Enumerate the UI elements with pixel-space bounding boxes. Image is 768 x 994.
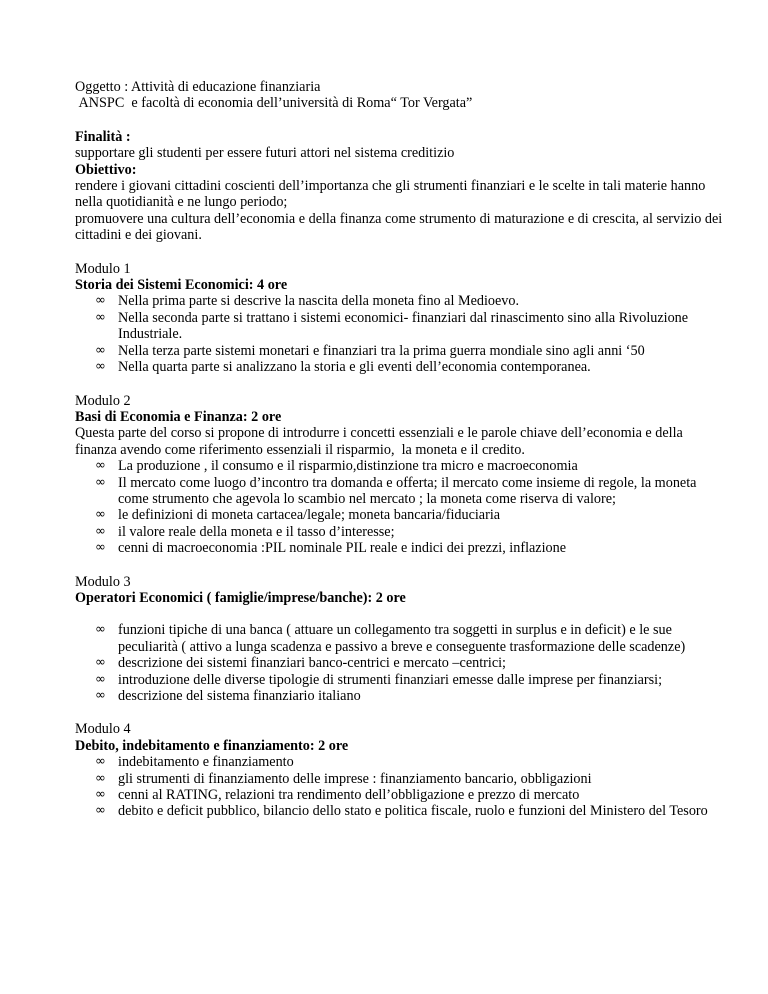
- list-item: ∞ funzioni tipiche di una banca ( attuare un collegamento tra soggetti in surplus e in deficit) e le sue peculiarità ( attivo a lunga scadenza e passivo a breve e conseguente trasformazione delle scadenze): [95, 622, 686, 655]
- module-4: [75, 721, 725, 819]
- module-label: Modulo 3: [75, 573, 131, 590]
- list-item: ∞ Nella terza parte sistemi monetari e finanziari tra la prima guerra mondiale sino agli anni ‘50: [95, 342, 645, 359]
- module-topic-list: [75, 293, 725, 375]
- list-item: ∞ Nella seconda parte si trattano i sistemi economici- finanziari dal rinascimento sino alla Rivoluzione Industriale.: [95, 309, 689, 343]
- module-topic-list: [75, 458, 725, 556]
- module-topic-list: [75, 622, 725, 704]
- list-item: ∞ introduzione delle diverse tipologie di strumenti finanziari emesse dalle imprese per finanziarsi;: [95, 671, 663, 688]
- module-title: Basi di Economia e Finanza: 2 ore: [75, 408, 282, 425]
- module-title: Storia dei Sistemi Economici: 4 ore: [75, 277, 288, 294]
- list-item: ∞ debito e deficit pubblico, bilancio dello stato e politica fiscale, ruolo e funzioni del Ministero del Tesoro: [95, 803, 708, 820]
- module-intro: Questa parte del corso si propone di introdurre i concetti essenziali e le parole chiave dell’economia e della finanza avendo come riferimento essenziali il risparmio, la moneta e il credito.: [75, 425, 687, 458]
- infinity-bullet-icon: ∞: [95, 770, 106, 786]
- finalita-heading: Finalità :: [75, 128, 131, 145]
- list-item: ∞ cenni di macroeconomia :PIL nominale PIL reale e indici dei prezzi, inflazione: [95, 540, 567, 557]
- infinity-bullet-icon: ∞: [95, 474, 106, 490]
- list-item: ∞ il valore reale della moneta e il tasso d’interesse;: [95, 523, 395, 540]
- infinity-bullet-icon: ∞: [95, 293, 106, 309]
- list-item: ∞ descrizione del sistema finanziario italiano: [95, 688, 361, 704]
- list-item: ∞ Nella prima parte si descrive la nascita della moneta fino al Medioevo.: [95, 293, 520, 310]
- module-title: Operatori Economici ( famiglie/imprese/banche): 2 ore: [75, 589, 406, 606]
- module-2: [75, 393, 725, 557]
- infinity-bullet-icon: ∞: [95, 359, 106, 375]
- obiettivo-heading: Obiettivo:: [75, 161, 137, 178]
- list-item: ∞ cenni al RATING, relazioni tra rendimento dell’obbligazione e prezzo di mercato: [95, 787, 580, 804]
- module-title: Debito, indebitamento e finanziamento: 2 ore: [75, 737, 349, 754]
- infinity-bullet-icon: ∞: [95, 803, 106, 819]
- infinity-bullet-icon: ∞: [95, 655, 106, 671]
- infinity-bullet-icon: ∞: [95, 507, 106, 523]
- subject-line: Oggetto : Attività di educazione finanziaria: [75, 79, 321, 95]
- module-label: Modulo 2: [75, 392, 131, 409]
- finalita-text: supportare gli studenti per essere futuri attori nel sistema creditizio: [75, 145, 455, 162]
- document-page: [75, 79, 725, 820]
- module-1: [75, 261, 725, 376]
- list-item: ∞ Il mercato come luogo d’incontro tra domanda e offerta; il mercato come insieme di regole, la moneta come strumento che agevola lo scambio nel mercato ; la moneta come riserva di valore;: [95, 474, 697, 507]
- module-label: Modulo 1: [75, 260, 131, 277]
- module-label: Modulo 4: [75, 721, 131, 738]
- list-item: ∞ La produzione , il consumo e il risparmio,distinzione tra micro e macroeconomia: [95, 458, 578, 475]
- module-topic-list: [75, 754, 725, 820]
- infinity-bullet-icon: ∞: [95, 688, 106, 703]
- list-item: ∞ Nella quarta parte si analizzano la storia e gli eventi dell’economia contemporanea.: [95, 359, 591, 376]
- infinity-bullet-icon: ∞: [95, 458, 106, 474]
- infinity-bullet-icon: ∞: [95, 523, 106, 539]
- infinity-bullet-icon: ∞: [95, 787, 106, 803]
- module-3: [75, 574, 725, 705]
- list-item: ∞ indebitamento e finanziamento: [95, 754, 294, 771]
- list-item: ∞ descrizione dei sistemi finanziari banco-centrici e mercato –centrici;: [95, 655, 507, 672]
- infinity-bullet-icon: ∞: [95, 540, 106, 556]
- infinity-bullet-icon: ∞: [95, 309, 106, 325]
- obiettivo-text-2: promuovere una cultura dell’economia e della finanza come strumento di maturazione e di crescita, al servizio dei cittadini e dei giovani.: [75, 210, 726, 244]
- infinity-bullet-icon: ∞: [95, 754, 106, 770]
- list-item: ∞ gli strumenti di finanziamento delle imprese : finanziamento bancario, obbligazioni: [95, 770, 592, 787]
- infinity-bullet-icon: ∞: [95, 342, 106, 358]
- infinity-bullet-icon: ∞: [95, 671, 106, 687]
- infinity-bullet-icon: ∞: [95, 622, 106, 638]
- obiettivo-text-1: rendere i giovani cittadini coscienti dell’importanza che gli strumenti finanziari e le scelte in tali materie hanno nella quotidianità e ne lungo periodo;: [75, 178, 709, 211]
- list-item: ∞ le definizioni di moneta cartacea/legale; moneta bancaria/fiduciaria: [95, 507, 501, 524]
- organization-line: ANSPC e facoltà di economia dell’università di Roma“ Tor Vergata”: [75, 95, 473, 112]
